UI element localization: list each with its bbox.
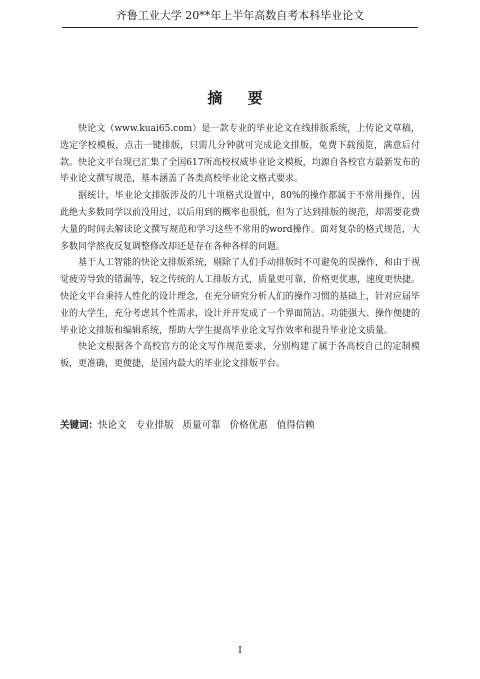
keyword-item: 值得信赖 (276, 420, 315, 431)
keyword-item: 质量可靠 (182, 420, 221, 431)
abstract-body (60, 121, 420, 373)
keyword-item: 专业排版 (135, 420, 174, 431)
abstract-paragraph-2: 据统计，毕业论文排版涉及的几十项格式设置中，80%的操作都属于不常用操作，因此绝大多数同学以前没用过，以后用到的概率也很低，但为了达到排版的规范，却需要花费大量的时间去解读论文撰写规范和学习这些不常用的word操作。面对复杂的格式规范，大多数同学熬夜反复调整修改却还是存在各种各样的问题。 (60, 191, 421, 252)
page-number: I (238, 646, 242, 656)
abstract-paragraph-4: 快论文根据各个高校官方的论文写作规范要求，分别构建了属于各高校自己的定制模板，更准确，更便捷，是国内最大的毕业论文排版平台。 (60, 342, 420, 370)
running-header: 齐鲁工业大学 20**年上半年高数自考本科毕业论文 (62, 8, 418, 28)
keyword-item: 快论文 (98, 420, 127, 431)
keywords-label: 关键词： (60, 420, 99, 431)
keywords-line (60, 418, 420, 434)
keyword-item: 价格优惠 (229, 420, 268, 431)
abstract-paragraph-3: 基于人工智能的快论文排版系统，剔除了人们手动排版时不可避免的误操作，和由于视觉疲劳导致的错漏等，较之传统的人工排版方式，质量更可靠，价格更优惠，速度更快捷。快论文平台秉持人性化的设计理念，在充分研究分析人们的操作习惯的基础上，针对应届毕业的大学生，充分考虑其个性需求，设计并开发成了一个界面简洁、功能强大、操作便捷的毕业论文排版和编辑系统，帮助大学生提高毕业论文写作效率和提升毕业论文质量。 (60, 258, 421, 336)
abstract-paragraph-1: 快论文（www.kuai65.com）是一款专业的毕业论文在线排版系统，上传论文草稿，选定学校模板，点击一键排版，只需几分钟就可完成论文排版，免费下载预览，满意后付款。快论文平台现已汇集了全国617所高校权威毕业论文模板，均源自各校官方最新发布的毕业论文撰写规范，基本涵盖了各类高校毕业论文格式要求。 (60, 124, 420, 185)
abstract-title: 摘 要 (207, 89, 273, 107)
